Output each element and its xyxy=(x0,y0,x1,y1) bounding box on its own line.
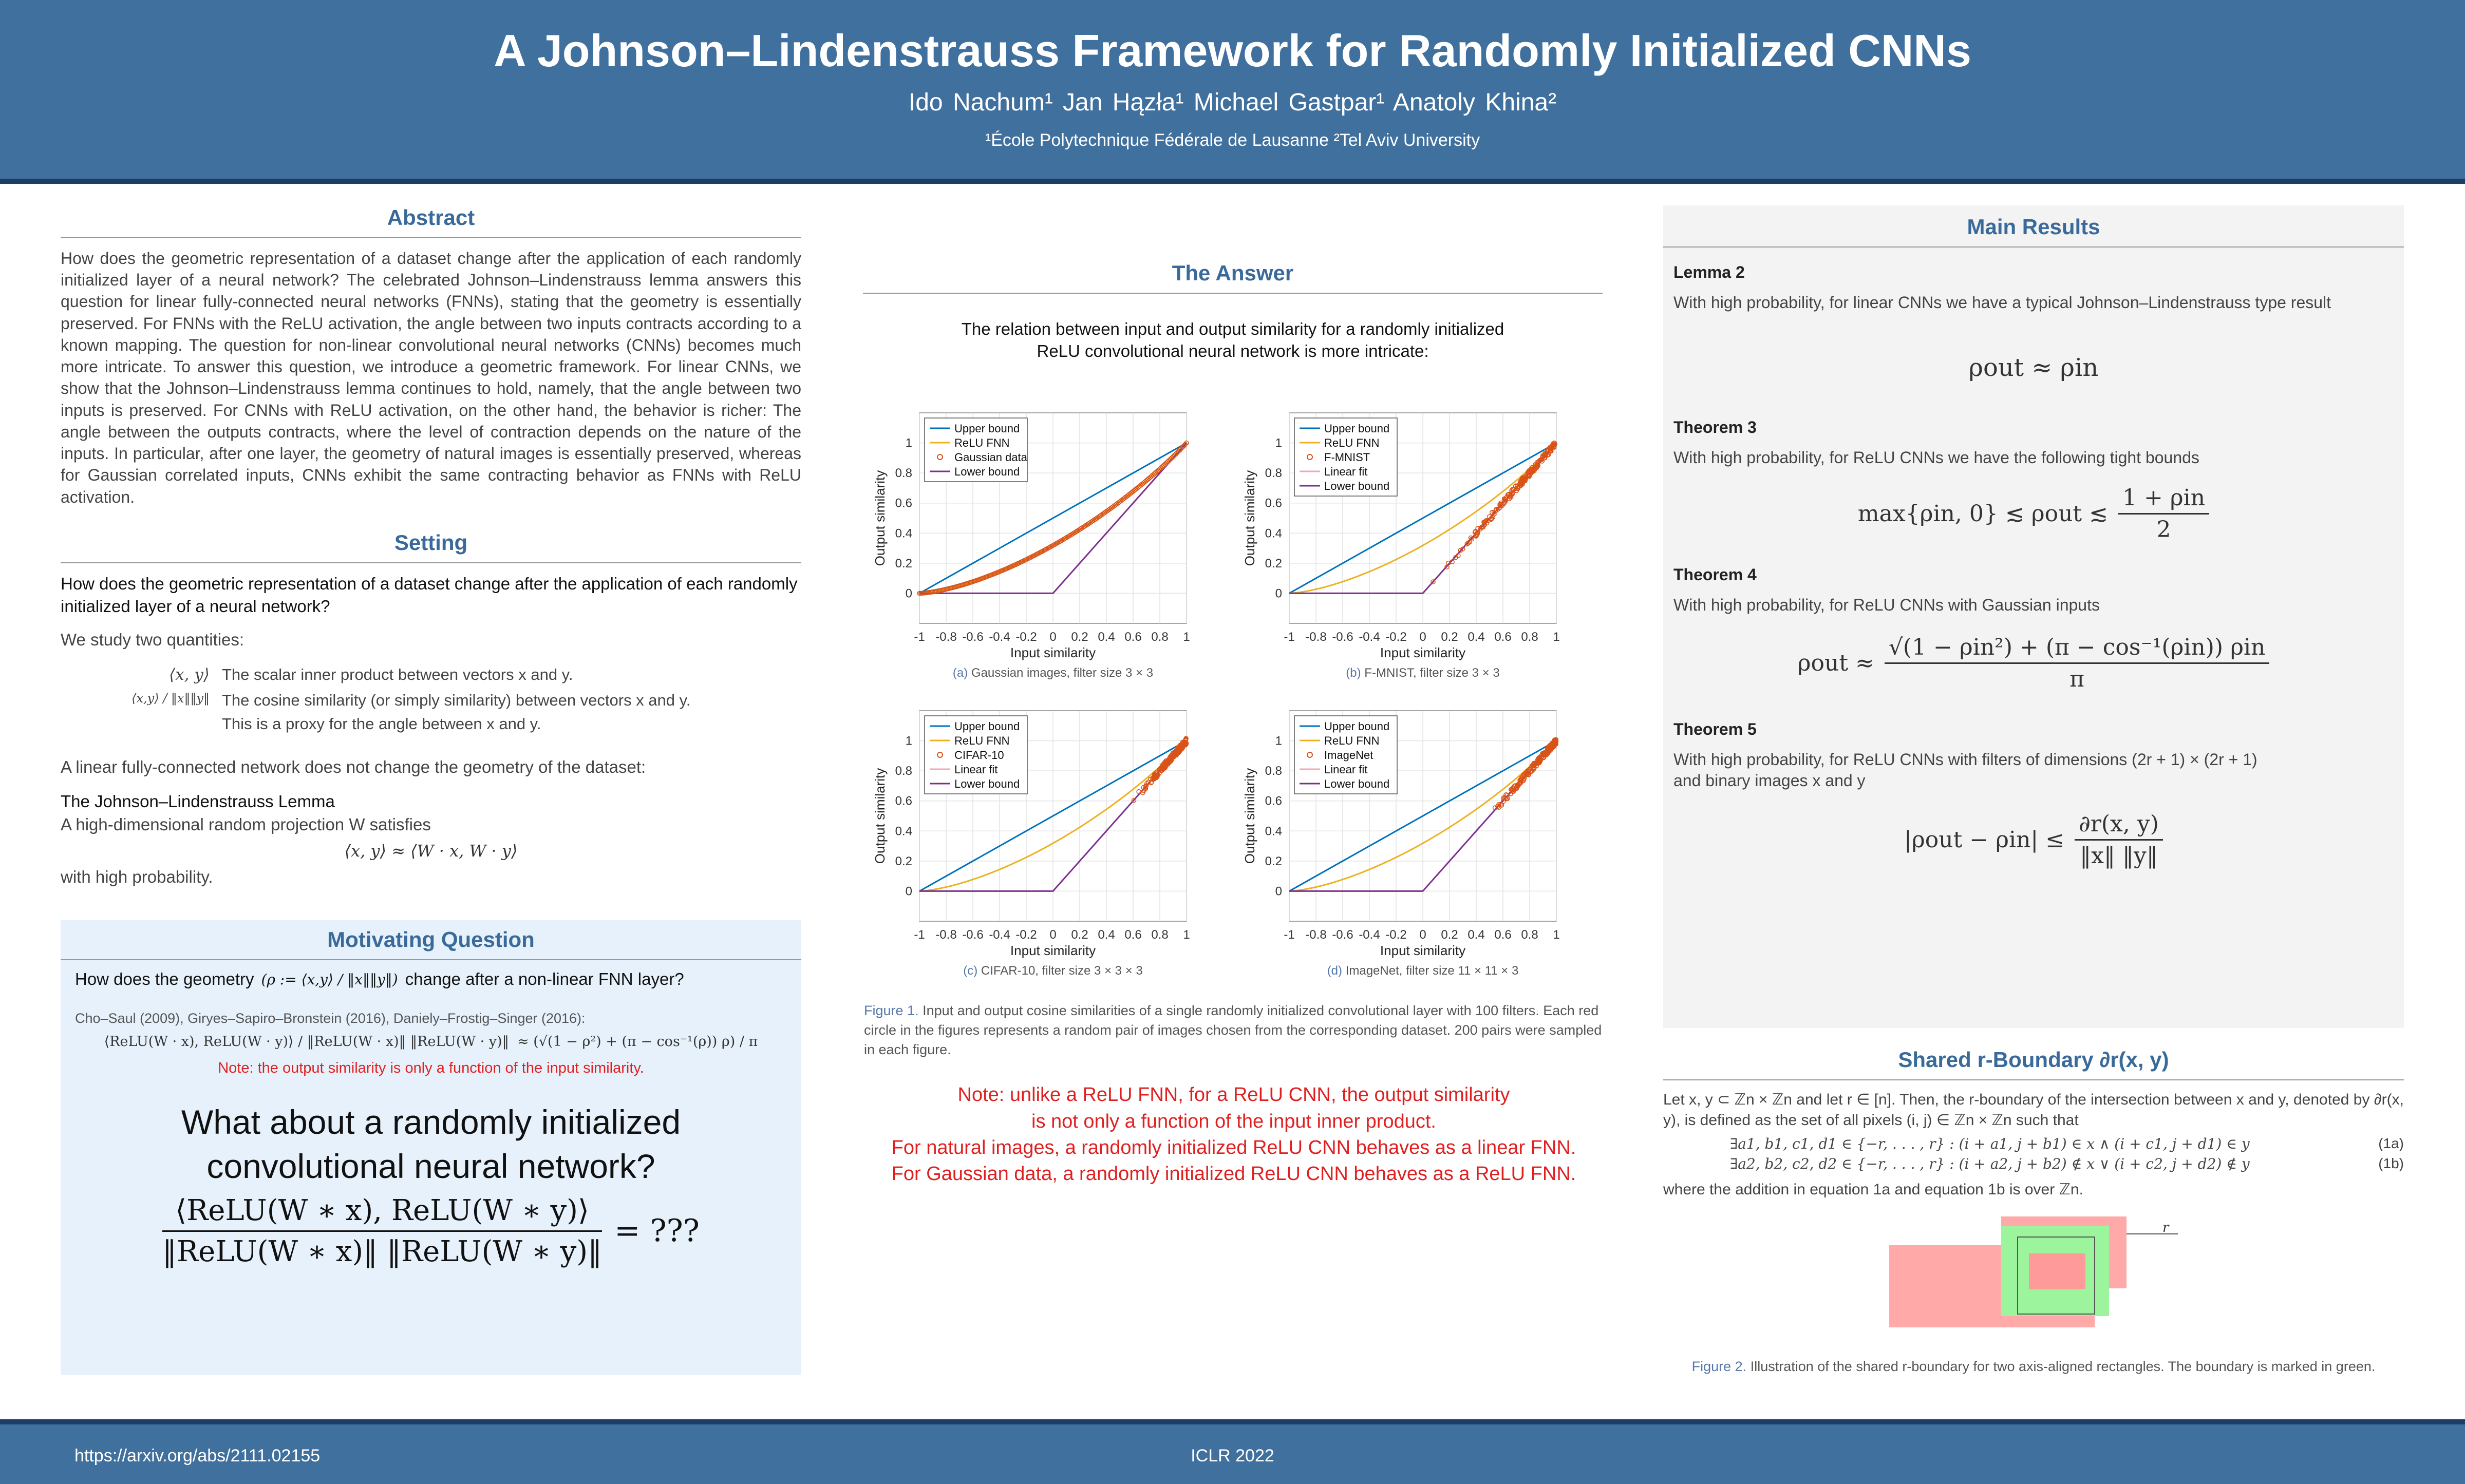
theorem-4-eq-left: ρout ≈ xyxy=(1797,650,1874,676)
legend xyxy=(925,418,1028,482)
theorem-5-eq-fraction xyxy=(2075,811,2163,869)
poster-footer xyxy=(0,1419,2465,1484)
x-tick-label: -1 xyxy=(1284,630,1295,644)
x-tick-label: -0.2 xyxy=(1015,928,1037,942)
x-tick-label: 0.8 xyxy=(1521,630,1538,644)
x-axis-label: Input similarity xyxy=(1010,645,1096,660)
x-tick-label: 1 xyxy=(1553,928,1560,942)
y-tick-label: 0.6 xyxy=(895,496,912,510)
x-tick-label: 0.2 xyxy=(1441,630,1458,644)
fnn-note: Note: the output similarity is only a function of the input similarity. xyxy=(218,1060,644,1076)
motivating-question xyxy=(75,969,801,989)
x-tick-label: 0.2 xyxy=(1071,630,1088,644)
equation-1b-tag: (1b) xyxy=(2378,1155,2404,1172)
legend-entry: Linear fit xyxy=(1324,763,1368,776)
x-tick-label: 0.8 xyxy=(1151,928,1169,942)
figure-1-caption-block xyxy=(864,1001,1604,1188)
y-tick-label: 0.6 xyxy=(1265,794,1282,808)
theorem-5-text-2: and binary images x and y xyxy=(1673,771,1866,790)
theorem-4-eq-num: √(1 − ρin²) + (π − cos⁻¹(ρin)) ρin xyxy=(1885,634,2270,664)
legend xyxy=(1294,716,1397,794)
legend-entry: Lower bound xyxy=(1324,777,1390,790)
figure-2-illustration xyxy=(1663,1216,2404,1345)
shared-boundary-section xyxy=(1663,1048,2404,1377)
legend-entry: F-MNIST xyxy=(1324,451,1370,464)
x-tick-label: 1 xyxy=(1183,630,1190,644)
theorem-3-eq-left: max{ρin, 0} ≲ ρout ≲ xyxy=(1857,501,2108,527)
poster-header xyxy=(0,0,2465,184)
figure-1-caption-text: Input and output cosine similarities of a single randomly initialized convolutional layer with 100 filters. Each red circle in the figures represents a random pair of images chosen from the corresponding dataset. 200 pairs were sampled in each figure. xyxy=(864,1003,1602,1057)
answer-intro: The relation between input and output similarity for a randomly initialized ReLU convolutional neural network is more intricate: xyxy=(961,319,1504,360)
x-tick-label: 0.6 xyxy=(1494,928,1512,942)
big-question: What about a randomly initialized convolutional neural network? xyxy=(181,1103,681,1185)
x-tick-label: 0 xyxy=(1419,928,1426,942)
y-tick-label: 0.2 xyxy=(1265,556,1282,570)
y-tick-label: 1 xyxy=(905,436,912,450)
jl-equation: ⟨x, y⟩ ≈ ⟨W · x, W · y⟩ xyxy=(344,841,518,861)
x-tick-label: 0.4 xyxy=(1098,630,1115,644)
x-tick-label: 0.6 xyxy=(1124,928,1142,942)
x-tick-label: 0.6 xyxy=(1124,630,1142,644)
x-tick-label: -0.8 xyxy=(1305,928,1327,942)
y-tick-label: 0.4 xyxy=(1265,824,1282,839)
y-tick-label: 1 xyxy=(1275,734,1282,748)
x-tick-label: -0.6 xyxy=(1332,630,1353,644)
cnn-eq-rhs: = ??? xyxy=(614,1213,700,1249)
setting-question: How does the geometric representation of a dataset change after the application of each randomly initialized layer of a neural network? xyxy=(61,574,798,616)
x-tick-label: -0.4 xyxy=(989,928,1010,942)
y-tick-label: 0.4 xyxy=(895,824,912,839)
x-axis-label: Input similarity xyxy=(1010,943,1096,958)
y-axis-label: Output similarity xyxy=(1242,768,1257,864)
cnn-eq-numerator: ⟨ReLU(W ∗ x), ReLU(W ∗ y)⟩ xyxy=(162,1194,602,1232)
fnn-eq-lhs: ⟨ReLU(W · x), ReLU(W · y)⟩ / ‖ReLU(W · x)‖ ‖ReLU(W · y)‖ xyxy=(104,1034,510,1050)
y-tick-label: 0 xyxy=(905,586,912,601)
theorem-4-title: Theorem 4 xyxy=(1673,565,1757,584)
intersection-interior xyxy=(2029,1253,2085,1289)
equation-1b xyxy=(1663,1155,2404,1172)
subcaption-text: F-MNIST, filter size 3 × 3 xyxy=(1364,666,1500,680)
theorem-3-eq-den: 2 xyxy=(2156,517,2171,543)
x-tick-label: 0 xyxy=(1049,630,1057,644)
y-tick-label: 0.8 xyxy=(895,466,912,481)
answer-note-4: For Gaussian data, a randomly initialized ReLU CNN behaves as a ReLU FNN. xyxy=(891,1163,1576,1185)
lemma-2-title: Lemma 2 xyxy=(1673,263,1745,281)
x-tick-label: -0.4 xyxy=(989,630,1010,644)
legend-entry: ReLU FNN xyxy=(1324,734,1380,747)
quantity-2 xyxy=(117,691,801,710)
legend-entry: Lower bound xyxy=(954,465,1020,478)
x-tick-label: 1 xyxy=(1183,928,1190,942)
jl-title: The Johnson–Lindenstrauss Lemma xyxy=(61,792,335,811)
motivating-question-post: change after a non-linear FNN layer? xyxy=(405,969,684,988)
r-label: r xyxy=(2162,1220,2169,1235)
middle-column xyxy=(863,261,1603,363)
equation-1b-body: ∃a2, b2, c2, d2 ∈ {−r, . . . , r} : (i + a2, j + b2) ∉ x ∨ (i + c2, j + d2) ∉ y xyxy=(1730,1155,2250,1173)
theorem-4-text: With high probability, for ReLU CNNs with Gaussian inputs xyxy=(1673,596,2100,614)
affiliations: ¹École Polytechnique Fédérale de Lausanne ²Tel Aviv University xyxy=(985,130,1480,150)
arxiv-link[interactable]: https://arxiv.org/abs/2111.02155 xyxy=(74,1446,321,1466)
y-tick-label: 1 xyxy=(1275,436,1282,450)
x-tick-label: 0.4 xyxy=(1467,928,1485,942)
legend-entry: Lower bound xyxy=(954,777,1020,790)
legend-entry: CIFAR-10 xyxy=(954,749,1004,762)
answer-notes xyxy=(864,1082,1604,1187)
legend-entry: Linear fit xyxy=(1324,465,1368,478)
cnn-equation xyxy=(61,1194,801,1268)
main-results-box xyxy=(1663,205,2404,1028)
y-tick-label: 0.2 xyxy=(895,854,912,868)
x-tick-label: -0.2 xyxy=(1015,630,1037,644)
theorem-3-equation xyxy=(1673,485,2394,543)
theorem-3-eq-fraction xyxy=(2118,485,2209,543)
subcaption xyxy=(1327,964,1519,978)
fnn-equation xyxy=(61,1034,801,1050)
x-tick-label: -0.6 xyxy=(1332,928,1353,942)
legend-entry: Linear fit xyxy=(954,763,998,776)
subcaption xyxy=(953,666,1153,680)
legend-entry: ImageNet xyxy=(1324,749,1373,762)
linear-statement: A linear fully-connected network does not change the geometry of the dataset: xyxy=(61,757,646,777)
x-tick-label: -0.8 xyxy=(935,928,957,942)
quantity-1-text: The scalar inner product between vectors x and y. xyxy=(222,665,573,684)
subcaption-text: ImageNet, filter size 11 × 11 × 3 xyxy=(1345,964,1519,978)
y-tick-label: 0.8 xyxy=(1265,466,1282,481)
answer-note-3: For natural images, a randomly initialized ReLU CNN behaves as a linear FNN. xyxy=(891,1136,1576,1158)
x-tick-label: -0.4 xyxy=(1359,928,1380,942)
citations: Cho–Saul (2009), Giryes–Sapiro–Bronstein (2016), Daniely–Frostig–Singer (2016): xyxy=(75,1011,586,1026)
legend xyxy=(1294,418,1397,496)
theorem-5-text: With high probability, for ReLU CNNs with filters of dimensions (2r + 1) × (2r + 1) xyxy=(1673,750,2257,769)
equation-1a xyxy=(1663,1135,2404,1152)
figure-2-caption-text: Illustration of the shared r-boundary for two axis-aligned rectangles. The boundary is marked in green. xyxy=(1750,1358,2376,1374)
quantity-2-text-2: This is a proxy for the angle between x and y. xyxy=(222,715,541,733)
y-tick-label: 0.2 xyxy=(1265,854,1282,868)
legend-entry: Upper bound xyxy=(1324,720,1390,733)
y-tick-label: 0 xyxy=(1275,586,1282,601)
setting-title: Setting xyxy=(61,530,801,563)
subcaption-text: Gaussian images, filter size 3 × 3 xyxy=(971,666,1154,680)
plot-1 xyxy=(868,406,1207,693)
lemma-2-text: With high probability, for linear CNNs we have a typical Johnson–Lindenstrauss type result xyxy=(1673,293,2331,312)
x-tick-label: 0.2 xyxy=(1441,928,1458,942)
x-tick-label: 0.4 xyxy=(1467,630,1485,644)
x-tick-label: 0.4 xyxy=(1098,928,1115,942)
figure-1-label: Figure 1. xyxy=(864,1003,919,1018)
x-tick-label: 0.8 xyxy=(1151,630,1169,644)
theorem-5-title: Theorem 5 xyxy=(1673,720,1757,738)
x-tick-label: 0.6 xyxy=(1494,630,1512,644)
poster-title: A Johnson–Lindenstrauss Framework for Randomly Initialized CNNs xyxy=(494,25,1971,76)
rho-definition: (ρ := ⟨x,y⟩ / ‖x‖‖y‖) xyxy=(261,971,398,988)
legend-entry: Gaussian data xyxy=(954,451,1027,464)
jl-text: A high-dimensional random projection W satisfies xyxy=(61,814,431,834)
theorem-5-eq-num: ∂r(x, y) xyxy=(2075,811,2163,841)
x-tick-label: -1 xyxy=(914,928,925,942)
theorem-4-eq-den: π xyxy=(2069,666,2085,692)
x-tick-label: 0 xyxy=(1049,928,1057,942)
theorem-5-equation xyxy=(1673,811,2394,869)
main-results-title: Main Results xyxy=(1663,205,2404,248)
lemma-2-equation: ρout ≈ ρin xyxy=(1968,353,2099,382)
y-tick-label: 1 xyxy=(905,734,912,748)
x-tick-label: 0.8 xyxy=(1521,928,1538,942)
subcaption xyxy=(1346,666,1499,680)
quantity-1 xyxy=(153,665,801,684)
y-tick-label: 0.4 xyxy=(895,526,912,541)
y-tick-label: 0 xyxy=(1275,884,1282,899)
y-tick-label: 0 xyxy=(905,884,912,899)
subcaption-label: (d) xyxy=(1327,964,1346,978)
x-tick-label: 0 xyxy=(1419,630,1426,644)
y-tick-label: 0.4 xyxy=(1265,526,1282,541)
subcaption-text: CIFAR-10, filter size 3 × 3 × 3 xyxy=(981,964,1143,978)
subcaption xyxy=(963,964,1142,978)
answer-title: The Answer xyxy=(863,261,1603,294)
shared-boundary-after: where the addition in equation 1a and equation 1b is over ℤn. xyxy=(1663,1181,2083,1198)
x-tick-label: -0.2 xyxy=(1385,630,1407,644)
quantity-2-symbol: ⟨x,y⟩ / ‖x‖‖y‖ xyxy=(131,691,210,706)
shared-boundary-title: Shared r-Boundary ∂r(x, y) xyxy=(1663,1048,2404,1080)
plot-2 xyxy=(1238,406,1577,693)
cnn-eq-denominator: ‖ReLU(W ∗ x)‖ ‖ReLU(W ∗ y)‖ xyxy=(162,1234,603,1268)
y-tick-label: 0.8 xyxy=(895,764,912,778)
equation-1a-tag: (1a) xyxy=(2378,1135,2404,1152)
x-tick-label: 0.2 xyxy=(1071,928,1088,942)
cnn-eq-fraction xyxy=(162,1194,602,1268)
figure-1-caption xyxy=(864,1001,1604,1059)
plot-4 xyxy=(1238,703,1577,991)
subcaption-label: (a) xyxy=(952,666,971,680)
left-column xyxy=(61,205,801,889)
x-tick-label: -0.6 xyxy=(962,630,984,644)
x-tick-label: -0.8 xyxy=(1305,630,1327,644)
setting-study: We study two quantities: xyxy=(61,630,244,649)
legend-entry: ReLU FNN xyxy=(954,734,1010,747)
legend-entry: Lower bound xyxy=(1324,480,1390,492)
legend-entry: ReLU FNN xyxy=(954,436,1010,449)
motivating-question-pre: How does the geometry xyxy=(75,969,254,988)
theorem-4-equation xyxy=(1673,634,2394,692)
conference-label: ICLR 2022 xyxy=(1191,1446,1274,1466)
x-axis-label: Input similarity xyxy=(1380,943,1466,958)
theorem-5-eq-den: ‖x‖ ‖y‖ xyxy=(2080,843,2158,869)
y-axis-label: Output similarity xyxy=(872,768,888,864)
abstract-title: Abstract xyxy=(61,205,801,238)
y-axis-label: Output similarity xyxy=(872,470,888,566)
theorem-3-text: With high probability, for ReLU CNNs we have the following tight bounds xyxy=(1673,448,2199,467)
subcaption-label: (b) xyxy=(1346,666,1365,680)
x-tick-label: -0.4 xyxy=(1359,630,1380,644)
theorem-4-eq-fraction xyxy=(1885,634,2270,692)
legend-entry: Upper bound xyxy=(954,720,1020,733)
fnn-eq-rhs: ≈ (√(1 − ρ²) + (π − cos⁻¹(ρ)) ρ) / π xyxy=(517,1034,758,1050)
answer-note-2: is not only a function of the input inner product. xyxy=(1031,1110,1436,1132)
legend-entry: ReLU FNN xyxy=(1324,436,1380,449)
quantity-2-text: The cosine similarity (or simply similarity) between vectors x and y. xyxy=(222,691,691,710)
theorem-3-eq-num: 1 + ρin xyxy=(2118,485,2209,515)
subcaption-label: (c) xyxy=(963,964,981,978)
figure-2-caption xyxy=(1663,1357,2404,1377)
x-tick-label: -0.8 xyxy=(935,630,957,644)
author-list: Ido Nachum¹ Jan Hązła¹ Michael Gastpar¹ Anatoly Khina² xyxy=(908,89,1557,116)
theorem-5-eq-left: |ρout − ρin| ≤ xyxy=(1904,827,2065,853)
y-tick-label: 0.8 xyxy=(1265,764,1282,778)
y-axis-label: Output similarity xyxy=(1242,470,1257,566)
x-tick-label: -0.6 xyxy=(962,928,984,942)
legend-entry: Upper bound xyxy=(1324,422,1390,435)
answer-note-1: Note: unlike a ReLU FNN, for a ReLU CNN, the output similarity xyxy=(957,1084,1510,1106)
x-tick-label: -1 xyxy=(914,630,925,644)
y-tick-label: 0.6 xyxy=(1265,496,1282,510)
motivating-question-box xyxy=(61,920,801,1375)
figure-2-label: Figure 2. xyxy=(1691,1358,1747,1374)
legend xyxy=(925,716,1027,794)
jl-after: with high probability. xyxy=(61,867,213,887)
quantity-1-symbol: ⟨x, y⟩ xyxy=(169,665,210,684)
legend-entry: Upper bound xyxy=(954,422,1020,435)
theorem-3-title: Theorem 3 xyxy=(1673,418,1757,436)
plot-3 xyxy=(868,703,1207,991)
y-tick-label: 0.2 xyxy=(895,556,912,570)
motivating-title: Motivating Question xyxy=(61,920,801,960)
x-axis-label: Input similarity xyxy=(1380,645,1466,660)
y-tick-label: 0.6 xyxy=(895,794,912,808)
x-tick-label: -0.2 xyxy=(1385,928,1407,942)
x-tick-label: 1 xyxy=(1553,630,1560,644)
shared-boundary-text: Let x, y ⊂ ℤn × ℤn and let r ∈ [n]. Then, the r-boundary of the intersection between x and y, denoted by ∂r(x, y), is defined as the set of all pixels (i, j) ∈ ℤn × ℤn such that xyxy=(1663,1091,2404,1129)
abstract-text: How does the geometric representation of a dataset change after the application of each randomly initialized layer of a neural network? The celebrated Johnson–Lindenstrauss lemma answers this question for linear fully-connected neural networks (FNNs), stating that the geometry is essentially preserved. For FNNs with the ReLU activation, the angle between two inputs contracts according to a known mapping. The question for non-linear convolutional neural networks (CNNs) becomes much more intricate. To answer this question, we introduce a geometric framework. For linear CNNs, we show that the Johnson–Lindenstrauss lemma continues to hold, namely, that the angle between two inputs is preserved. For CNNs with ReLU activation, on the other hand, the behavior is richer: The angle between the outputs contracts, where the level of contraction depends on the nature of the inputs. In particular, after one layer, the geometry of natural images is essentially preserved, whereas for Gaussian correlated inputs, CNNs exhibit the same contracting behavior as FNNs with ReLU activation. xyxy=(61,249,801,506)
x-tick-label: -1 xyxy=(1284,928,1295,942)
equation-1a-body: ∃a1, b1, c1, d1 ∈ {−r, . . . , r} : (i + a1, j + b1) ∈ x ∧ (i + c1, j + d1) ∈ y xyxy=(1730,1135,2250,1153)
